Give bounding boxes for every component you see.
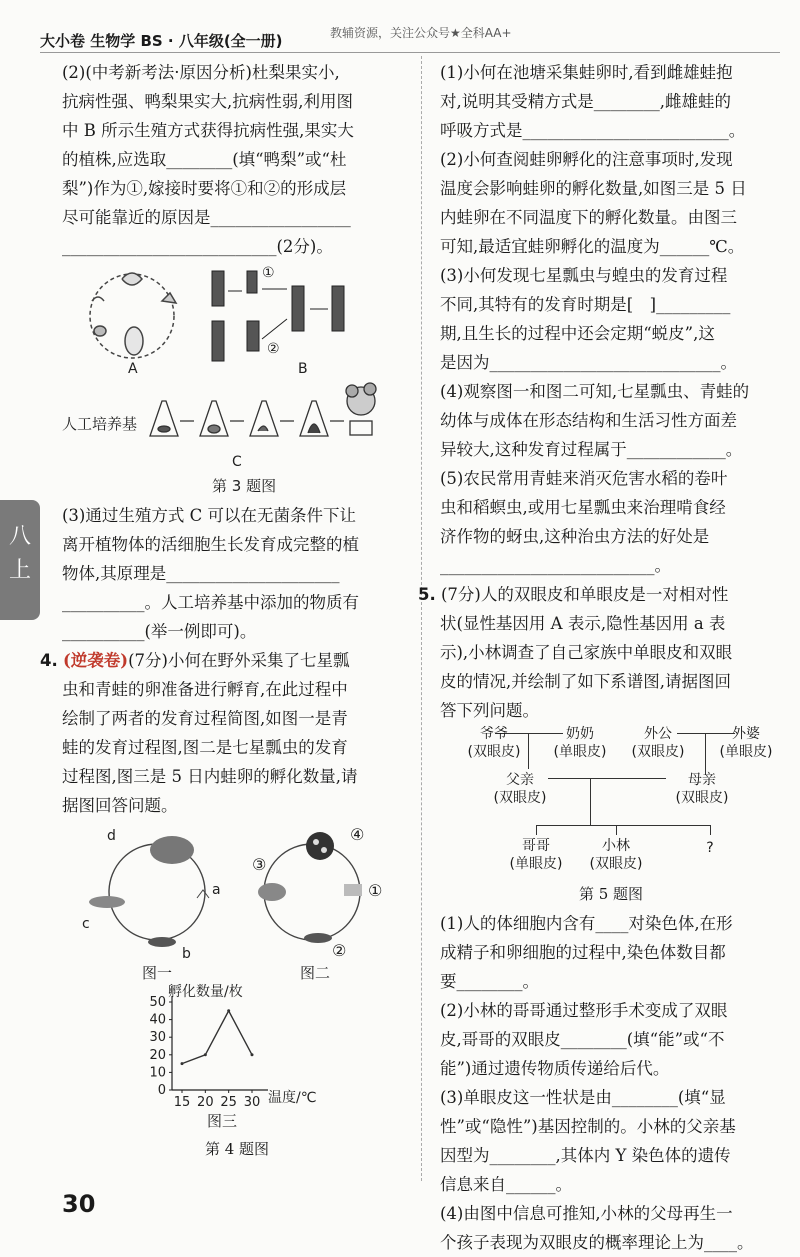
q4-question-line: 可知,最适宜蛙卵孵化的温度为______℃。	[440, 237, 745, 256]
q5-question-line: (4)由图中信息可推知,小林的父母再生一	[440, 1204, 733, 1223]
q4-question-line: 济作物的蚜虫,这种治虫方法的好处是	[440, 527, 710, 546]
q5-intro-line: 皮的情况,并绘制了如下系谱图,请据图回	[440, 672, 731, 691]
frog-stage-b: b	[182, 946, 191, 962]
pedigree-name: 哥哥	[522, 838, 550, 854]
q5-intro-line: 答下列问题。	[440, 701, 539, 720]
q4-figure-caption: 第 4 题图	[204, 1140, 270, 1158]
page-number: 30	[62, 1190, 96, 1218]
pedigree-line	[548, 778, 666, 779]
pedigree-grandma	[540, 725, 620, 761]
side-tab-char: 八	[8, 524, 31, 549]
pedigree-maternal-grandma	[706, 725, 786, 761]
q5-question-line: 能”)通过遗传物质传递给后代。	[440, 1059, 670, 1078]
frog-cycle-illustration	[89, 836, 209, 947]
pedigree-line	[710, 825, 711, 835]
q4-question-line: 异较大,这种发育过程属于____________。	[440, 440, 743, 459]
pedigree-grandpa	[454, 725, 534, 761]
q3-part3-line: 离开植物体的活细胞生长发育成完整的植	[62, 535, 359, 554]
chart-y-tick-label: 0	[157, 1083, 166, 1098]
q4-question-line: (3)小何发现七星瓢虫与蝗虫的发育过程	[440, 266, 728, 285]
pedigree-chart	[440, 725, 782, 880]
plant-cycle-illustration	[90, 273, 176, 358]
figure-one-caption: 图一	[142, 964, 173, 980]
chart-series-line	[182, 1011, 252, 1064]
q3-part3-line: __________(举一例即可)。	[62, 622, 257, 641]
pedigree-trait: (双眼皮)	[467, 744, 521, 760]
q4-question-line: 幼体与成体在形态结构和生活习性方面差	[440, 411, 737, 430]
chart-y-tick-label: 50	[149, 995, 166, 1010]
header-rule	[40, 52, 780, 53]
chart-x-axis-label: 温度/℃	[268, 1090, 317, 1106]
q4-question-line: (1)小何在池塘采集蛙卵时,看到雌雄蛙抱	[440, 63, 733, 82]
q4-question-line: 内蛙卵在不同温度下的孵化数量。由图三	[440, 208, 737, 227]
pedigree-name: 奶奶	[566, 726, 594, 742]
chart-data-point	[227, 1009, 230, 1012]
q4-intro-line: 绘制了两者的发育过程简图,如图一是青	[62, 709, 348, 728]
q4-question-line: (4)观察图一和图二可知,七星瓢虫、青蛙的	[440, 382, 750, 401]
q4-question-line: 呼吸方式是_________________________。	[440, 121, 746, 140]
pedigree-line	[536, 825, 537, 835]
q5-question-line: 皮,哥哥的双眼皮________(填“能”或“不	[440, 1030, 725, 1049]
q5-heading-line	[418, 580, 782, 609]
pedigree-name: 外公	[644, 726, 672, 742]
q5-question-line: 信息来自______。	[440, 1175, 572, 1194]
q5-question-line: (2)小林的哥哥通过整形手术变成了双眼	[440, 1001, 728, 1020]
q4-figures-1-2	[62, 820, 412, 980]
grade-side-tab	[0, 500, 40, 620]
q4-question-line: 期,且生长的过程中还会定期“蜕皮”,这	[440, 324, 715, 343]
pedigree-trait: (单眼皮)	[719, 744, 773, 760]
pedigree-unknown: ?	[706, 840, 714, 856]
q5-question-line: (3)单眼皮这一性状是由________(填“显	[440, 1088, 726, 1107]
tissue-culture-illustration	[150, 383, 376, 436]
culture-medium-label: 人工培养基	[62, 415, 138, 433]
pedigree-name: 外婆	[732, 726, 760, 742]
graft-scion-label: ①	[262, 265, 275, 281]
q4-tag: (逆袭卷)	[63, 651, 129, 670]
left-column	[40, 58, 412, 1164]
pedigree-trait: (双眼皮)	[589, 856, 643, 872]
pedigree-line	[616, 825, 617, 835]
q3-part3-line: __________。人工培养基中添加的物质有	[62, 593, 359, 612]
q3-part2-line: 的植株,应选取________(填“鸭梨”或“杜	[62, 150, 347, 169]
ladybug-stage-2: ②	[332, 941, 347, 960]
chart-x-tick-label: 15	[173, 1095, 191, 1110]
pedigree-line	[536, 825, 710, 826]
q5-question-line: 要________。	[440, 972, 539, 991]
q4-question-line: 是因为____________________________。	[440, 353, 737, 372]
q3-part2-line: (2)(中考新考法·原因分析)杜梨果实小,	[62, 63, 340, 82]
figure-three-caption: 图三	[207, 1112, 238, 1130]
pedigree-line	[590, 778, 591, 826]
pedigree-xiaolin	[576, 837, 656, 873]
q5-question-line: 因型为________,其体内 Y 染色体的遗传	[440, 1146, 731, 1165]
q4-question-line: 温度会影响蛙卵的孵化数量,如图三是 5 日	[440, 179, 747, 198]
book-title: 大小卷 生物学 BS · 八年级(全一册)	[40, 32, 283, 50]
pedigree-trait: (双眼皮)	[631, 744, 685, 760]
chart-x-tick-label: 25	[220, 1095, 237, 1110]
q3-figure	[62, 261, 412, 501]
ladybug-stage-4: ④	[350, 825, 365, 844]
q5-question-line: 个孩子表现为双眼皮的概率理论上为____。	[440, 1233, 754, 1252]
q3-part3-line: 物体,其原理是_____________________	[62, 564, 340, 583]
fig-label-b: B	[298, 361, 308, 377]
ladybug-stage-1: ①	[368, 881, 383, 900]
chart-data-point	[181, 1062, 184, 1065]
fig-label-c: C	[232, 454, 242, 470]
pedigree-maternal-grandpa	[618, 725, 698, 761]
q3-part2-line: 梨”)作为①,嫁接时要将①和②的形成层	[62, 179, 347, 198]
ladybug-cycle-illustration	[258, 832, 362, 943]
q4-question-line: __________________________。	[440, 556, 671, 575]
q5-question-line: 成精子和卵细胞的过程中,染色体数目都	[440, 943, 726, 962]
q5-number: 5.	[418, 585, 436, 604]
pedigree-name: 父亲	[506, 772, 534, 788]
ladybug-stage-3: ③	[252, 855, 267, 874]
chart-x-tick-label: 20	[197, 1095, 214, 1110]
q4-heading-line	[40, 646, 412, 675]
q4-question-line: (2)小何查阅蛙卵孵化的注意事项时,发现	[440, 150, 733, 169]
pedigree-trait: (单眼皮)	[553, 744, 607, 760]
q5-intro-line: (7分)人的双眼皮和单眼皮是一对相对性	[441, 585, 729, 604]
q3-part2-line: __________________________(2分)。	[62, 237, 333, 256]
q5-question-line: (1)人的体细胞内含有____对染色体,在形	[440, 914, 733, 933]
hatch-count-chart	[62, 980, 412, 1135]
chart-y-tick-label: 30	[149, 1030, 166, 1046]
q3-part3-line: (3)通过生殖方式 C 可以在无菌条件下让	[62, 506, 356, 525]
q3-part2-line: 尽可能靠近的原因是_________________	[62, 208, 351, 227]
frog-stage-d: d	[107, 828, 116, 844]
side-tab-char: 上	[8, 558, 31, 583]
q5-intro-line: 示),小林调查了自己家族中单眼皮和双眼	[440, 643, 733, 662]
pedigree-trait: (单眼皮)	[509, 856, 563, 872]
q4-number: 4.	[40, 651, 58, 670]
chart-data-point	[204, 1053, 207, 1056]
q5-figure-caption: 第 5 题图	[578, 885, 644, 903]
q3-part2-line: 抗病性强、鸭梨果实大,抗病性弱,利用图	[62, 92, 353, 111]
pedigree-mother	[662, 771, 742, 807]
chart-y-axis-label: 孵化数量/枚	[168, 984, 243, 1000]
right-column	[418, 58, 782, 1257]
q4-question-line: (5)农民常用青蛙来消灭危害水稻的卷叶	[440, 469, 728, 488]
pedigree-trait: (双眼皮)	[675, 790, 729, 806]
chart-y-tick-label: 10	[149, 1065, 166, 1081]
q3-figure-caption: 第 3 题图	[212, 477, 277, 495]
watermark-text: 教辅资源，关注公众号★全科AA+	[330, 26, 512, 40]
q5-intro-line: 状(显性基因用 A 表示,隐性基因用 a 表	[440, 614, 726, 633]
pedigree-name: 母亲	[688, 772, 716, 788]
q4-intro-line: 过程图,图三是 5 日内蛙卵的孵化数量,请	[62, 767, 358, 786]
q4-intro-line: 据图回答问题。	[62, 796, 178, 815]
graft-stock-label: ②	[267, 341, 280, 357]
fig-label-a: A	[128, 361, 138, 377]
q4-intro-line: (7分)小何在野外采集了七星瓢	[128, 651, 350, 670]
chart-data-point	[251, 1053, 254, 1056]
chart-y-tick-label: 40	[149, 1012, 166, 1028]
q4-intro-line: 虫和青蛙的卵准备进行孵育,在此过程中	[62, 680, 348, 699]
q5-question-line: 性”或“隐性”)基因控制的。小林的父亲基	[440, 1117, 736, 1136]
q3-part2-line: 中 B 所示生殖方式获得抗病性强,果实大	[62, 121, 354, 140]
q4-question-line: 虫和稻螟虫,或用七星瓢虫来治理啃食经	[440, 498, 726, 517]
column-divider	[421, 56, 422, 1181]
frog-stage-c: c	[82, 916, 90, 932]
pedigree-father	[480, 771, 560, 807]
q4-question-line: 不同,其特有的发育时期是[ ]_________	[440, 295, 731, 314]
pedigree-brother	[496, 837, 576, 873]
q4-intro-line: 蛙的发育过程图,图二是七星瓢虫的发育	[62, 738, 348, 757]
chart-x-tick-label: 30	[243, 1095, 261, 1110]
pedigree-name: 爷爷	[480, 726, 508, 742]
q4-question-line: 对,说明其受精方式是________,雌雄蛙的	[440, 92, 731, 111]
chart-y-tick-label: 20	[149, 1047, 166, 1063]
pedigree-trait: (双眼皮)	[493, 790, 547, 806]
pedigree-name: 小林	[602, 838, 630, 854]
figure-two-caption: 图二	[300, 964, 331, 980]
frog-stage-a: a	[212, 882, 221, 898]
